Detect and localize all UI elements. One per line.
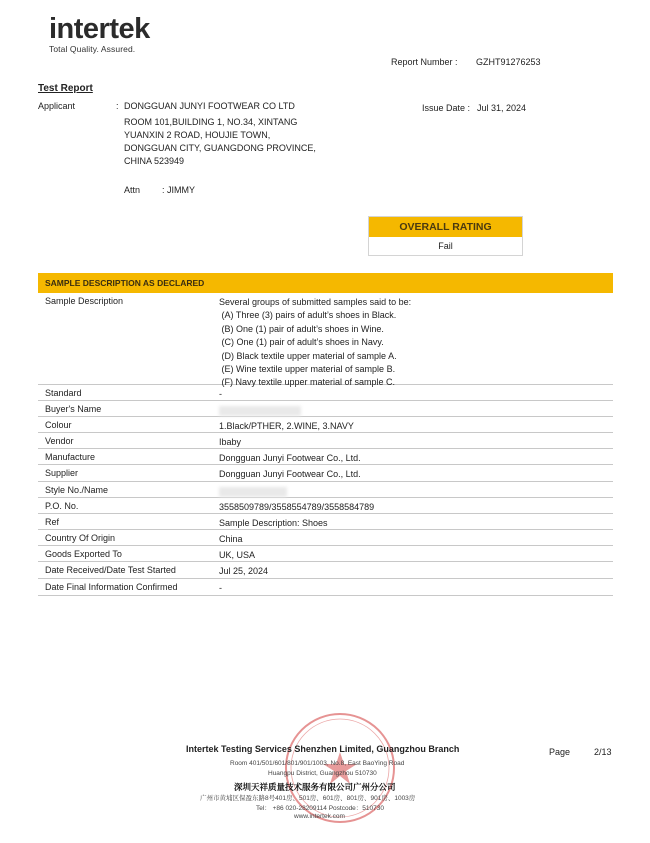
table-row xyxy=(38,417,613,433)
table-row xyxy=(38,385,613,401)
row-label: Manufacture xyxy=(45,452,96,462)
table-row xyxy=(38,482,613,498)
description-line: (F) Navy textile upper material of sample C. xyxy=(219,377,396,388)
sample-description-header: SAMPLE DESCRIPTION AS DECLARED xyxy=(38,273,613,293)
row-label: Date Received/Date Test Started xyxy=(45,565,176,575)
row-label: Ref xyxy=(45,517,60,527)
issue-date: Jul 31, 2024 xyxy=(477,103,527,113)
table-row xyxy=(38,562,613,579)
redaction-blur xyxy=(219,406,301,416)
table-row xyxy=(38,498,613,514)
table-row xyxy=(38,465,613,482)
page-label: Page xyxy=(549,747,571,757)
row-label: Goods Exported To xyxy=(45,549,122,559)
footer-chinese-name: 深圳天祥质量技术服务有限公司广州分公司 xyxy=(234,782,396,792)
attn-label: Attn xyxy=(124,185,141,195)
row-label: Sample Description xyxy=(45,296,124,306)
row-value: Jul 25, 2024 xyxy=(219,566,269,576)
logo-tagline: Total Quality. Assured. xyxy=(49,44,136,54)
row-value: Dongguan Junyi Footwear Co., Ltd. xyxy=(219,453,361,463)
logo-wordmark: intertek xyxy=(49,13,150,45)
sample-table xyxy=(38,293,613,596)
applicant-address: ROOM 101,BUILDING 1, NO.34, XINTANG YUANXIN 2 ROAD, HOUJIE TOWN, DONGGUAN CITY, GUANGDONG PROVINCE, CHINA 523949 xyxy=(124,117,316,166)
row-label: Date Final Information Confirmed xyxy=(45,582,178,592)
applicant-name: DONGGUAN JUNYI FOOTWEAR CO LTD xyxy=(124,101,295,111)
table-row xyxy=(38,433,613,449)
applicant-colon: : xyxy=(116,101,119,111)
footer-chinese-address: 广州市黄埔区保盈东路8号401房、501房、601房、801房、901房、1003房 xyxy=(200,795,416,802)
row-value: Sample Description: Shoes xyxy=(219,518,328,528)
row-value: - xyxy=(219,389,222,399)
description-line: (A) Three (3) pairs of adult’s shoes in Black. xyxy=(219,310,397,321)
page-title: Test Report xyxy=(38,83,93,94)
row-label: Style No./Name xyxy=(45,485,109,495)
row-value: Ibaby xyxy=(219,437,242,447)
table-row xyxy=(38,401,613,417)
redaction-blur xyxy=(219,487,287,497)
description-line: (B) One (1) pair of adult’s shoes in Wine. xyxy=(219,323,384,334)
row-value: - xyxy=(219,583,222,593)
footer-company-name: Intertek Testing Services Shenzhen Limited, Guangzhou Branch xyxy=(186,744,460,754)
table-row xyxy=(38,579,613,596)
description-line: Several groups of submitted samples said to be: xyxy=(219,297,412,307)
row-label: Standard xyxy=(45,388,82,398)
row-value: 1.Black/PTHER, 2.WINE, 3.NAVY xyxy=(219,421,354,431)
table-row xyxy=(38,546,613,562)
row-label: Vendor xyxy=(45,436,74,446)
row-value-redacted xyxy=(219,404,301,417)
row-label: Country Of Origin xyxy=(45,533,116,543)
description-line: (E) Wine textile upper material of sample B. xyxy=(219,364,396,375)
overall-rating-title: OVERALL RATING xyxy=(369,217,522,237)
table-row xyxy=(38,514,613,530)
footer-address-line1: Room 401/501/601/801/901/1003, No.8, East BaoYing Road xyxy=(230,760,405,767)
issue-date-label: Issue Date : xyxy=(422,103,471,113)
intertek-logo xyxy=(49,14,150,54)
overall-rating-box xyxy=(368,216,523,256)
row-label: Colour xyxy=(45,420,72,430)
row-value: 3558509789/3558554789/3558584789 xyxy=(219,502,375,512)
footer-website: www.intertek.com xyxy=(294,813,345,820)
footer-phone: Tel： +86 020-28209114 Postcode：510730 xyxy=(256,805,384,812)
table-row xyxy=(38,530,613,546)
row-value-redacted xyxy=(219,485,287,498)
report-number: GZHT91276253 xyxy=(476,57,541,67)
row-value: Dongguan Junyi Footwear Co., Ltd. xyxy=(219,469,361,479)
row-value: China xyxy=(219,534,243,544)
row-label: Buyer's Name xyxy=(45,404,102,414)
overall-rating-value: Fail xyxy=(438,241,453,251)
row-value: UK, USA xyxy=(219,550,256,560)
table-row xyxy=(38,449,613,465)
footer-address-line2: Huangpu District, Guangzhou 510730 xyxy=(268,770,377,777)
table-row xyxy=(38,293,613,388)
report-number-label: Report Number : xyxy=(391,57,458,67)
applicant-label: Applicant xyxy=(38,101,76,111)
description-line: (D) Black textile upper material of sample A. xyxy=(219,350,397,361)
attn-value: : JIMMY xyxy=(162,185,195,195)
sample-description-lines xyxy=(219,296,411,390)
row-label: Supplier xyxy=(45,468,79,478)
page-number: 2/13 xyxy=(594,747,612,757)
row-label: P.O. No. xyxy=(45,501,79,511)
description-line: (C) One (1) pair of adult’s shoes in Navy. xyxy=(219,337,384,348)
